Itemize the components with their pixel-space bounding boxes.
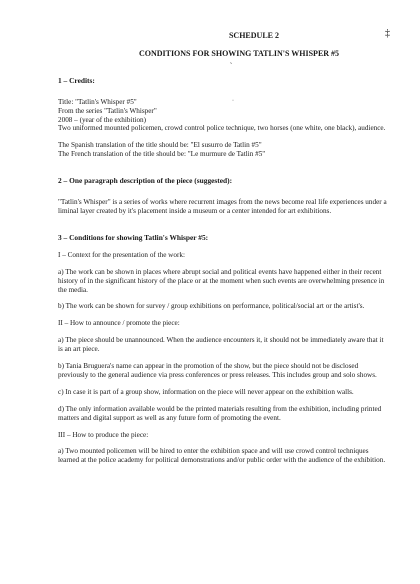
handwritten-mark: ‡ — [385, 28, 390, 39]
section-i-heading: I – Context for the presentation of the work: — [58, 250, 185, 259]
section-ii-c: c) In case it is part of a group show, information on the piece will never appear on the exhibition walls. — [58, 387, 354, 396]
section-ii-d: d) The only information available would be the printed materials resulting from the exhibition, including printed matters and digital support as well as any future form of promoting the event. — [58, 404, 382, 422]
credits-series: From the series "Tatlin's Whisper" — [58, 106, 157, 115]
section-ii-a: a) The piece should be unannounced. When the audience encounters it, it should not be immediately aware that it is an art piece. — [58, 336, 384, 354]
description-heading: 2 – One paragraph description of the piece (suggested): — [58, 176, 233, 186]
scan-mark: ˜ — [230, 63, 232, 69]
section-ii-b: b) Tania Bruguera's name can appear in the promotion of the show, but the piece should not be disclosed previously to the general audience via press conferences or press releases. This includes group and solo shows. — [58, 362, 377, 379]
credits-heading: 1 – Credits: — [58, 75, 95, 85]
credits-title: Title: "Tatlin's Whisper #5" — [58, 97, 137, 106]
section-i-b: b) The work can be shown for survey / group exhibitions on performance, political/social art or the artist's. — [58, 302, 365, 311]
section-i-a: a) The work can be shown in places where abrupt social and political events have happened either in their recent history of in the significant history of the place or at the moment when such events are overwhelming presence in the media. — [58, 267, 385, 294]
credits-year: 2008 – (year of the exhibition) — [58, 115, 147, 124]
section-ii-heading: II – How to announce / promote the piece: — [58, 319, 180, 328]
credits-spanish: The Spanish translation of the title should be: "El susurro de Tatlin #5" — [58, 141, 262, 150]
conditions-heading: 3 – Conditions for showing Tatlin's Whisper #5: — [58, 232, 209, 242]
section-iii-heading: III – How to produce the piece: — [58, 430, 149, 439]
scan-dot: · — [232, 98, 234, 104]
schedule-heading: SCHEDULE 2 — [228, 31, 279, 40]
credits-french: The French translation of the title should be: "Le murmure de Tatlin #5" — [58, 150, 266, 159]
document-title: CONDITIONS FOR SHOWING TATLIN'S WHISPER #5 — [138, 48, 340, 58]
section-iii-a: a) Two mounted policemen will be hired to enter the exhibition space and will use crowd control techniques learned at the police academy for political demonstrations and/or public order with the audience of the exhibition. — [58, 447, 386, 465]
description-text: "Tatlin's Whisper" is a series of works where recurrent images from the news become real life experiences under a liminal layer created by it's placement inside a museum or a center intended for art exhibitions. — [58, 198, 387, 215]
credits-materials: Two uniformed mounted policemen, crowd control police technique, two horses (one white, one black), audience. — [58, 124, 386, 133]
